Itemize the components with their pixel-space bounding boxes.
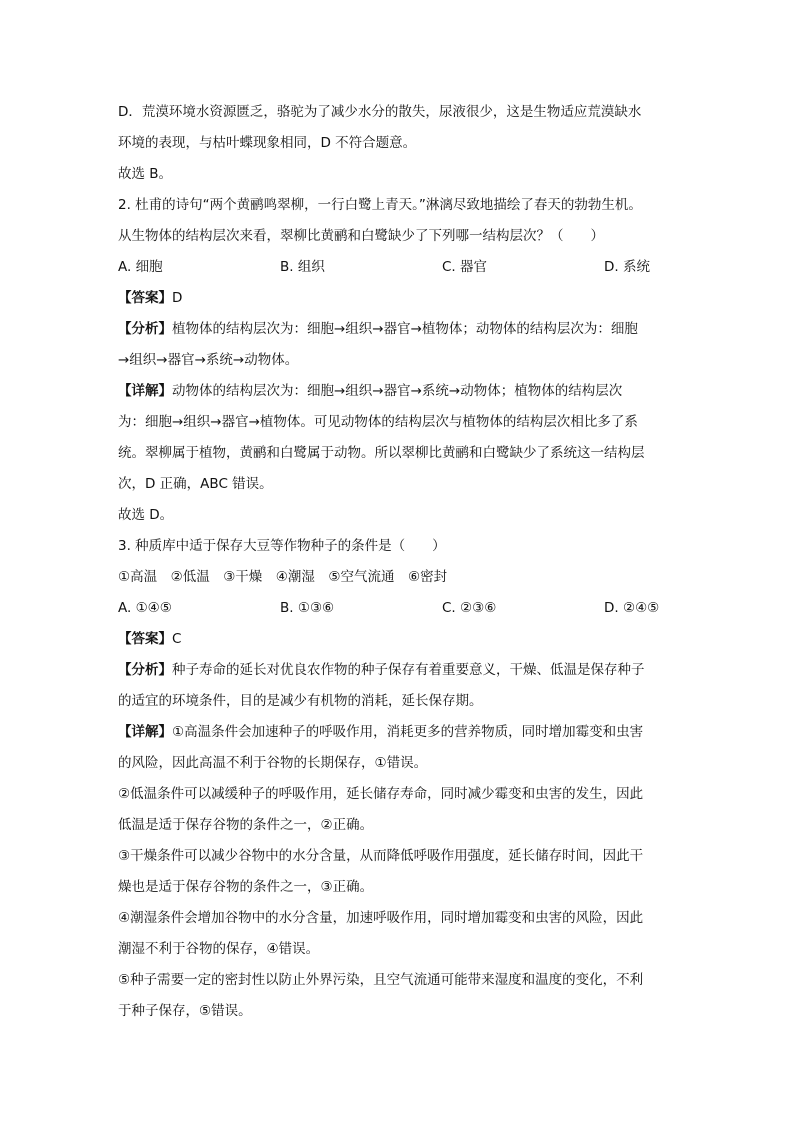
q3-option-b: B. ①③⑥ [280,600,335,616]
q3-detail-line-7: ④潮湿条件会增加谷物中的水分含量，加速呼吸作用，同时增加霉变和虫害的风险，因此 [118,910,644,926]
q3-answer-tag: 【答案】 [118,631,172,647]
q3-analysis-line-1 [118,655,678,686]
q2-detail-line-1 [118,376,678,407]
q3-analysis-text-1: 种子寿命的延长对优良农作物的种子保存有着重要意义，干燥、低温是保存种子 [172,662,645,678]
q3-option-c: C. ②③⑥ [442,600,497,616]
q3-detail-line-5: ③干燥条件可以减少谷物中的水分含量，从而降低呼吸作用强度，延长储存时间，因此干 [118,848,644,864]
prev-detail-d-line-1: D．荒漠环境水资源匮乏，骆驼为了减少水分的散失，尿液很少，这是生物适应荒漠缺水 [118,104,642,120]
q2-detail-text-1: 动物体的结构层次为：细胞→组织→器官→系统→动物体；植物体的结构层次 [172,383,623,399]
q2-analysis-text-1: 植物体的结构层次为：细胞→组织→器官→植物体；动物体的结构层次为：细胞 [172,321,638,337]
q3-detail-line-6: 燥也是适于保存谷物的条件之一，③正确。 [118,879,374,895]
q2-option-a: A. 细胞 [118,259,163,275]
q3-detail-line-10: 于种子保存，⑤错误。 [118,1003,252,1019]
q3-answer-value: C [172,631,182,647]
q2-detail-line-2: 为：细胞→组织→器官→植物体。可见动物体的结构层次与植物体的结构层次相比多了系 [118,414,638,430]
q3-option-d: D. ②④⑤ [604,600,660,616]
q3-detail-line-8: 潮湿不利于谷物的保存，④错误。 [118,941,320,957]
q2-analysis-line-2: →组织→器官→系统→动物体。 [118,352,299,368]
q3-detail-line-9: ⑤种子需要一定的密封性以防止外界污染，且空气流通可能带来湿度和温度的变化，不利 [118,972,644,988]
prev-conclusion: 故选 B。 [118,166,173,182]
q3-detail-line-3: ②低温条件可以减缓种子的呼吸作用，延长储存寿命，同时减少霉变和虫害的发生，因此 [118,786,644,802]
q2-analysis-line-1 [118,314,678,345]
prev-detail-d-line-2: 环境的表现，与枯叶蝶现象相同，D 不符合题意。 [118,135,417,151]
q3-stem: 3. 种质库中适于保存大豆等作物种子的条件是（ ） [118,538,446,554]
q3-detail-line-4: 低温是适于保存谷物的条件之一，②正确。 [118,817,374,833]
q2-answer-value: D [172,290,183,306]
q3-detail-tag: 【详解】 [118,724,172,740]
q2-option-d: D. 系统 [604,259,650,275]
q2-detail-line-4: 次，D 正确，ABC 错误。 [118,476,273,492]
q2-options [118,252,678,283]
q3-analysis-line-2: 的适宜的环境条件，目的是减少有机物的消耗，延长保存期。 [118,693,483,709]
document-page [118,97,678,1027]
q2-option-c: C. 器官 [442,259,488,275]
q2-answer [118,283,678,314]
q2-stem-line-1: 2. 杜甫的诗句“两个黄鹂鸣翠柳，一行白鹭上青天。”淋漓尽致地描绘了春天的勃勃生机。 [118,197,642,213]
q3-detail-line-2: 的风险，因此高温不利于谷物的长期保存，①错误。 [118,755,428,771]
q3-option-a: A. ①④⑤ [118,600,172,616]
q2-option-b: B. 组织 [280,259,325,275]
q3-detail-line-1 [118,717,678,748]
q3-answer [118,624,678,655]
q2-analysis-tag: 【分析】 [118,321,172,337]
q2-answer-tag: 【答案】 [118,290,172,306]
q3-conditions: ①高温 ②低温 ③干燥 ④潮湿 ⑤空气流通 ⑥密封 [118,569,448,585]
q2-stem-line-2: 从生物体的结构层次来看，翠柳比黄鹂和白鹭缺少了下列哪一结构层次？（ ） [118,228,604,244]
q2-detail-line-3: 统。翠柳属于植物，黄鹂和白鹭属于动物。所以翠柳比黄鹂和白鹭缺少了系统这一结构层 [118,445,645,461]
q2-conclusion: 故选 D。 [118,507,174,523]
q3-analysis-tag: 【分析】 [118,662,172,678]
q3-detail-text-1: ①高温条件会加速种子的呼吸作用，消耗更多的营养物质，同时增加霉变和虫害 [172,724,644,740]
q3-options [118,593,678,624]
q2-detail-tag: 【详解】 [118,383,172,399]
